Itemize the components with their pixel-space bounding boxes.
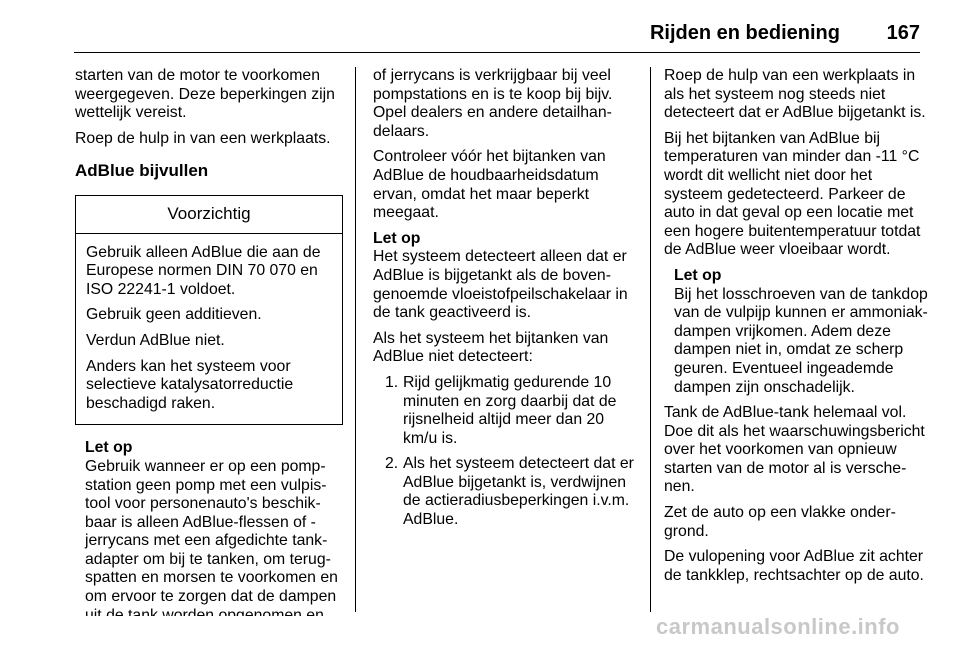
note-block [674, 267, 930, 397]
note-label: Let op [85, 439, 133, 457]
note-text: Bij het losschroeven van de tankdop van de vulpijp kunnen er ammoniakdampen vrijkomen. Adem deze dampen niet in, omdat ze scherp geuren. Eventueel ingeademde dampen zijn onschadelijk. [674, 285, 928, 396]
list-text: Rijd gelijkmatig gedurende 10 minuten en zorg daarbij dat de rijsnelheid altijd meer dan 20 km/u is. [403, 373, 617, 447]
list-number: 1. [385, 373, 399, 391]
watermark-text: carmanualsonline.info [656, 614, 900, 639]
paragraph: Als het systeem het bijtanken van AdBlue niet detecteert: [373, 329, 609, 366]
list-text: Als het systeem detecteert dat er AdBlue bijgetankt is, verdwijnen de actieradiusbeperkingen i.v.m. AdBlue. [403, 455, 634, 529]
caution-paragraph: Gebruik geen additieven. [86, 306, 262, 324]
column-3 [664, 67, 930, 592]
page-number: 167 [886, 22, 920, 44]
paragraph: Zet de auto op een vlakke ondergrond. [664, 504, 896, 540]
caution-body [76, 234, 342, 425]
paragraph: Roep de hulp van een werkplaats in als het systeem nog steeds niet detecteert dat er AdBlue bijgetankt is. [664, 67, 926, 122]
note-label: Let op [674, 266, 722, 284]
section-title: Rijden en bediening [649, 22, 840, 44]
column-divider-2 [650, 67, 651, 612]
caution-paragraph: Gebruik alleen AdBlue die aan de Europese normen DIN 70 070 en ISO 22241-1 voldoet. [86, 243, 321, 298]
section-heading: AdBlue bijvullen [75, 161, 209, 181]
caution-title: Voorzichtig [76, 196, 342, 234]
paragraph: starten van de motor te voorkomen weergegeven. Deze beperkingen zijn wettelijk vereist. [75, 67, 335, 122]
paragraph: Roep de hulp in van een werkplaats. [75, 129, 331, 147]
note-label: Let op [373, 229, 421, 247]
paragraph: of jerrycans is verkrijgbaar bij veel pompstations en is te koop bij bijv. Opel dealers en andere detailhandelaars. [373, 67, 613, 140]
numbered-list [373, 374, 635, 530]
paragraph: De vulopening voor AdBlue zit achter de tankklep, rechtsachter op de auto. [664, 548, 924, 584]
caution-paragraph: Anders kan het systeem voor selectieve katalysatorreductie beschadigd raken. [86, 357, 294, 412]
column-divider-1 [355, 67, 356, 612]
caution-box [75, 195, 343, 425]
note-block [373, 230, 635, 323]
note-block [85, 439, 343, 644]
list-number: 2. [385, 455, 399, 473]
note-text: Het systeem detecteert alleen dat er AdBlue is bijgetankt als de bovengenoemde vloeistofpeilschakelaar in de tank geactiveerd is. [373, 248, 628, 322]
paragraph: Controleer vóór het bijtanken van AdBlue de houdbaarheidsdatum ervan, omdat het maar beperkt meegaat. [373, 148, 606, 222]
list-item [373, 374, 635, 448]
page-header [0, 0, 960, 55]
note-text: Gebruik wanneer er op een pompstation geen pomp met een vulpistool voor personenauto's beschikbaar is alleen AdBlue-flessen of -jerrycans met een afgedichte tankadapter om bij te tanken, om terugspatten en morsen te voorkomen en om ervoor te zorgen dat de dampen [85, 457, 338, 606]
list-item [373, 455, 635, 529]
column-2 [373, 67, 635, 537]
caution-paragraph: Verdun AdBlue niet. [86, 331, 225, 349]
paragraph: Bij het bijtanken van AdBlue bij temperaturen van minder dan -11 °C wordt dit wellicht niet door het systeem gedetecteerd. Parkeer de auto in dat geval op een locatie met een hogere buitentemperatuur totdat de AdBlue weer vloeibaar wordt. [664, 129, 921, 259]
watermark-bar [0, 616, 960, 642]
paragraph: Tank de AdBlue-tank helemaal vol. Doe dit als het waarschuwingsbericht over het voorkomen van opnieuw starten van de motor al is verschenen. [664, 404, 925, 496]
column-1 [75, 67, 343, 651]
header-rule [74, 52, 920, 53]
